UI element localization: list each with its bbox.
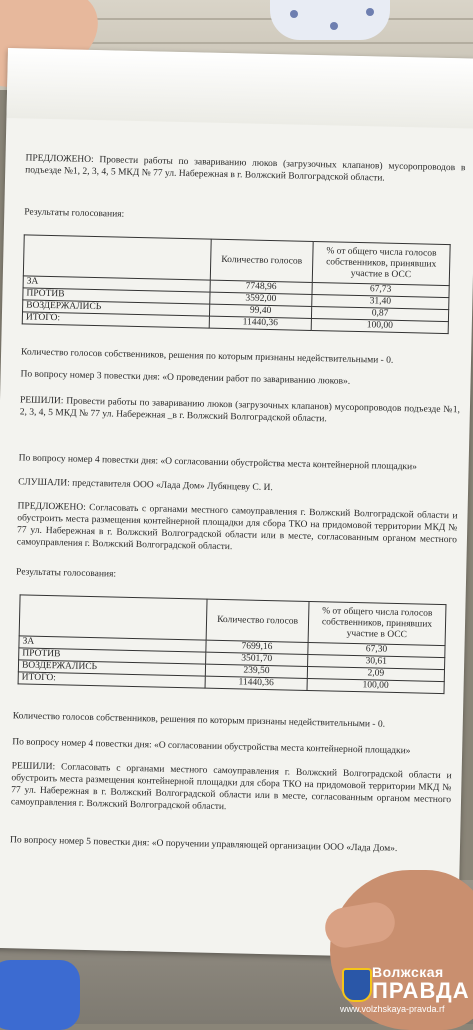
row-label: ИТОГО:	[18, 672, 205, 688]
watermark-title-main: ПРАВДА	[372, 978, 470, 1003]
table-header-cell	[19, 595, 207, 640]
votes-count: 3501,70	[206, 652, 308, 666]
table-header-cell: Количество голосов	[206, 599, 309, 642]
table-header-cell	[23, 235, 211, 280]
watermark-url: www.volzhskaya-pravda.rf	[340, 1004, 445, 1014]
votes-percent: 2,09	[307, 666, 444, 681]
votes-table-1	[22, 234, 451, 334]
invalid-votes-1: Количество голосов собственников, решения по которым признаны недействительными - 0.	[20, 347, 394, 366]
decision-1: РЕШИЛИ: Провести работы по завариванию люков (загрузочных клапанов) мусоропроводов подъезде №1, 2, 3, 4, 5 МКД № 77 ул. Набережная _в г. Волжский Волгоградской области.	[19, 395, 461, 425]
question-4-repeat: По вопросу номер 4 повестки дня: «О согласовании обустройства места контейнерной площадки»	[12, 737, 411, 757]
votes-count: 11440,36	[209, 316, 311, 330]
votes-percent: 67,73	[312, 282, 449, 297]
question-5: По вопросу номер 5 повестки дня: «О поручении управляющей организации ООО «Лада Дом».	[9, 835, 398, 855]
votes-count: 3592,00	[210, 292, 312, 306]
proposal-2: ПРЕДЛОЖЕНО: Согласовать с органами местного самоуправления г. Волжский Волгоградской области и обустроить места размещения контейнерной площадки для сбора ТКО на придомовой территории МКД № 77 ул. Набережная в г. Волжский Волгоградской области или в месте, согласованным органом местного самоуправления г. Волжский Волгоградской области.	[16, 501, 458, 553]
row-label: ЗА	[19, 636, 206, 652]
table-header-cell: Количество голосов	[210, 239, 313, 282]
row-label: ИТОГО:	[22, 312, 209, 328]
votes-percent: 100,00	[307, 678, 444, 693]
city-seal-icon	[342, 968, 372, 1002]
votes-count: 239,50	[205, 664, 307, 678]
watermark-logo	[338, 962, 470, 1018]
votes-table-2	[18, 594, 447, 694]
row-label: ВОЗДЕРЖАЛИСЬ	[23, 300, 210, 316]
person-shirt	[270, 0, 390, 40]
votes-percent: 0,87	[311, 306, 448, 321]
row-label: ПРОТИВ	[23, 288, 210, 304]
results-heading-2: Результаты голосования:	[15, 567, 117, 580]
question-4: По вопросу номер 4 повестки дня: «О согласовании обустройства места контейнерной площадки»	[18, 453, 418, 473]
watermark-title: Волжская	[372, 964, 444, 980]
votes-count: 99,40	[209, 304, 311, 318]
shirt-pattern-dot	[290, 10, 298, 18]
row-label: ПРОТИВ	[19, 648, 206, 664]
votes-percent: 31,40	[312, 294, 449, 309]
heard: СЛУШАЛИ: представителя ООО «Лада Дом» Лубянцеву С. И.	[18, 477, 273, 494]
document-page	[0, 48, 473, 958]
stair-line	[60, 18, 473, 20]
row-label: ЗА	[23, 276, 210, 292]
votes-count: 11440,36	[205, 676, 307, 690]
shirt-pattern-dot	[330, 22, 338, 30]
decision-2: РЕШИЛИ: Согласовать с органами местного самоуправления г. Волжский Волгоградской области и обустроить места размещения контейнерной площадки для сбора ТКО на придомовой территории МКД № 77 ул. Набережная в г. Волжский Волгоградской области или в месте, согласованным органом местного самоуправления г. Волжский Волгоградской области.	[10, 761, 452, 813]
votes-count: 7699,16	[206, 640, 308, 654]
hand-left-sleeve	[0, 960, 80, 1030]
stair-line	[60, 42, 473, 44]
votes-percent: 30,61	[308, 654, 445, 669]
results-heading-1: Результаты голосования:	[24, 207, 125, 220]
page-fold-highlight	[6, 48, 473, 129]
table-header-cell: % от общего числа голосов собственников, принявших участие в ОСС	[308, 601, 446, 645]
votes-count: 7748,96	[210, 280, 312, 294]
shirt-pattern-dot	[366, 8, 374, 16]
votes-percent: 67,30	[308, 642, 445, 657]
row-label: ВОЗДЕРЖАЛИСЬ	[18, 660, 205, 676]
votes-percent: 100,00	[311, 318, 448, 333]
question-3: По вопросу номер 3 повестки дня: «О проведении работ по завариванию люков».	[20, 369, 351, 387]
proposal-1: ПРЕДЛОЖЕНО: Провести работы по завариванию люков (загрузочных клапанов) мусоропроводов в подъезде №1, 2, 3, 4, 5 МКД № 77 ул. Набережная в г. Волжский Волгоградской области.	[25, 153, 466, 184]
invalid-votes-2: Количество голосов собственников, решения по которым признаны недействительными - 0.	[12, 711, 386, 730]
table-header-cell: % от общего числа голосов собственников, принявших участие в ОСС	[312, 241, 450, 285]
